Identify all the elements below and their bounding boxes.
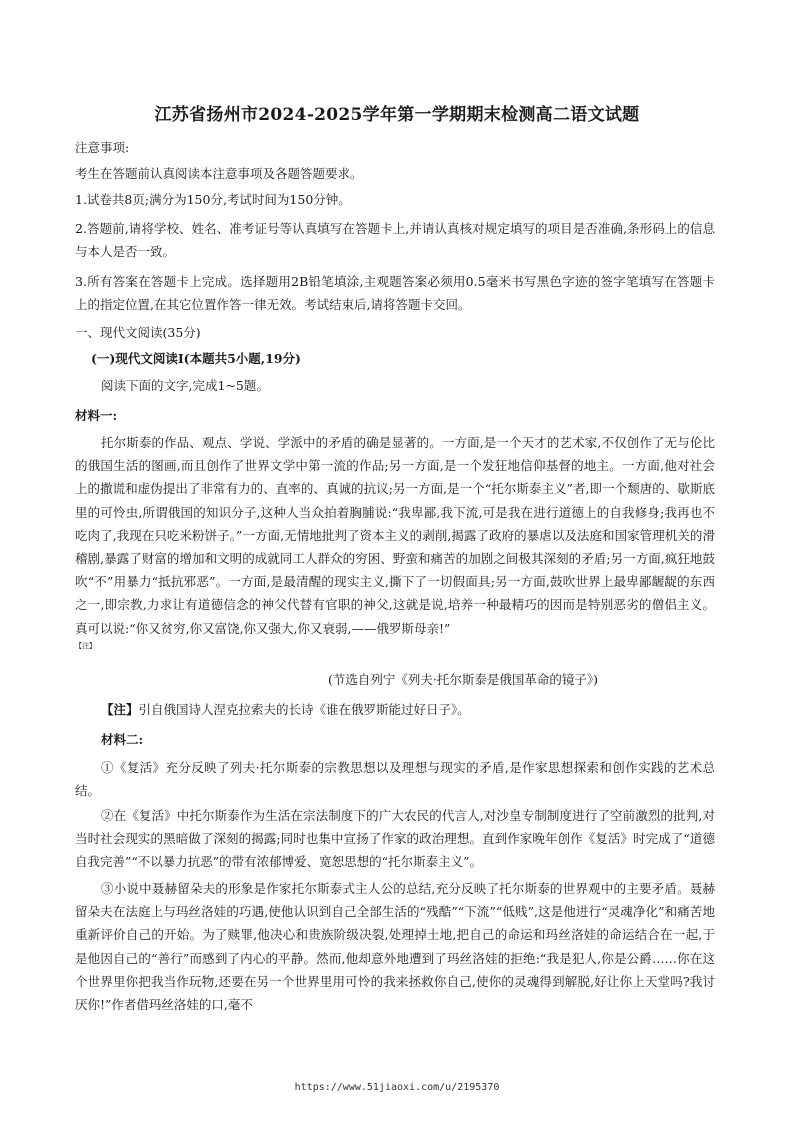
reading-instruction: 阅读下面的文字,完成1~5题。	[101, 378, 269, 393]
note-label: 【注】	[101, 702, 139, 717]
material-1-body: 托尔斯泰的作品、观点、学说、学派中的矛盾的确是显著的。一方面,是一个天才的艺术家,不仅创作了无与伦比的俄国生活的图画,而且创作了世界文学中第一流的作品;另一方面,是一个发狂地信仰基督的地主。一方面,他对社会上的撒谎和虚伪提出了非常有力的、直率的、真诚的抗议;另一方面,是一个“托尔斯泰主义”者,即一个颓唐的、歇斯底里的可怜虫,所谓俄国的知识分子,这种人当众拍着胸脯说:“我卑鄙,我下流,可是我在进行道德上的自我修身;我再也不吃肉了,我现在只吃米粉饼子。”一方面,无情地批判了资本主义的剥削,揭露了政府的暴虐以及法庭和国家管理机关的滑稽剧,暴露了财富的增加和文明的成就同工人群众的穷困、野蛮和痛苦的加剧之间极其深刻的矛盾;另一方面,疯狂地鼓吹“不”用暴力“抵抗邪恶”。一方面,是最清醒的现实主义,撕下了一切假面具;另一方面,鼓吹世界上最卑鄙龌龊的东西之一,即宗教,力求让有道德信念的神父代替有官职的神父,这就是说,培养一种最精巧的因而是特别恶劣的僧侣主义。真可以说:“你又贫穷,你又富饶,你又强大,你又衰弱,——俄罗斯母亲!”	[75, 435, 715, 636]
material-2-paragraph-2: ②在《复活》中托尔斯泰作为生活在宗法制度下的广大农民的代言人,对沙皇专制制度进行了空前激烈的批判,对当时社会现实的黑暗做了深刻的揭露;同时也集中宣扬了作家的政治理想。直到作家晚年创作《复活》时完成了“道德自我完善”“不以暴力抗恶”的带有浓郁博爱、宽恕思想的“托尔斯泰主义”。	[75, 808, 715, 870]
notice-item-2: 2.答题前,请将学校、姓名、准考证号等认真填写在答题卡上,并请认真核对规定填写的项目是否准确,条形码上的信息与本人是否一致。	[75, 221, 715, 260]
material-1-source: (节选自列宁《列夫·托尔斯泰是俄国革命的镜子》)	[328, 672, 598, 687]
notice-intro: 考生在答题前认真阅读本注意事项及各题答题要求。	[75, 166, 363, 181]
section-heading-modern-reading: 一、现代文阅读(35分)	[75, 325, 201, 340]
material-1-note-mark: 【注】	[75, 642, 96, 650]
notice-heading: 注意事项:	[75, 140, 130, 155]
material-2-label: 材料二:	[101, 732, 144, 747]
material-1-label: 材料一:	[75, 408, 118, 423]
notice-item-1: 1.试卷共8页;满分为150分,考试时间为150分钟。	[75, 192, 351, 207]
subsection-heading: (一)现代文阅读Ⅰ(本题共5小题,19分)	[91, 351, 301, 366]
footer-url: https://www.51jiaoxi.com/u/2195370	[294, 1082, 500, 1093]
notice-item-3: 3.所有答案在答题卡上完成。选择题用2B铅笔填涂,主观题答案必须用0.5毫米书写黑色字迹的签字笔填写在答题卡上的指定位置,在其它位置作答一律无效。考试结束后,请将答题卡交回。	[75, 274, 715, 313]
note-text: 引自俄国诗人涅克拉索夫的长诗《谁在俄罗斯能过好日子》。	[138, 702, 470, 717]
material-2-paragraph-1: ①《复活》充分反映了列夫·托尔斯泰的宗教思想以及理想与现实的矛盾,是作家思想探索和创作实践的艺术总结。	[75, 760, 715, 799]
material-2-paragraph-3: ③小说中聂赫留朵夫的形象是作家托尔斯泰式主人公的总结,充分反映了托尔斯泰的世界观中的主要矛盾。聂赫留朵夫在法庭上与玛丝洛娃的巧遇,使他认识到自己全部生活的“残酷”“下流”“低贱”,这是他进行“灵魂净化”和痛苦地重新评价自己的开始。为了赎罪,他决心和贵族阶级决裂,处理掉土地,把自己的命运和玛丝洛娃的命运结合在一起,于是他因自己的“善行”而感到了内心的平静。然而,他却意外地遭到了玛丝洛娃的拒绝:“我是犯人,你是公爵……你在这个世界里你把我当作玩物,还要在另一个世界里用可怜的我来拯救你自己,使你的灵魂得到解脱,好让你上天堂吗?我讨厌你!”作者借玛丝洛娃的口,毫不	[75, 881, 715, 1013]
page-title: 江苏省扬州市2024-2025学年第一学期期末检测高二语文试题	[154, 105, 640, 125]
